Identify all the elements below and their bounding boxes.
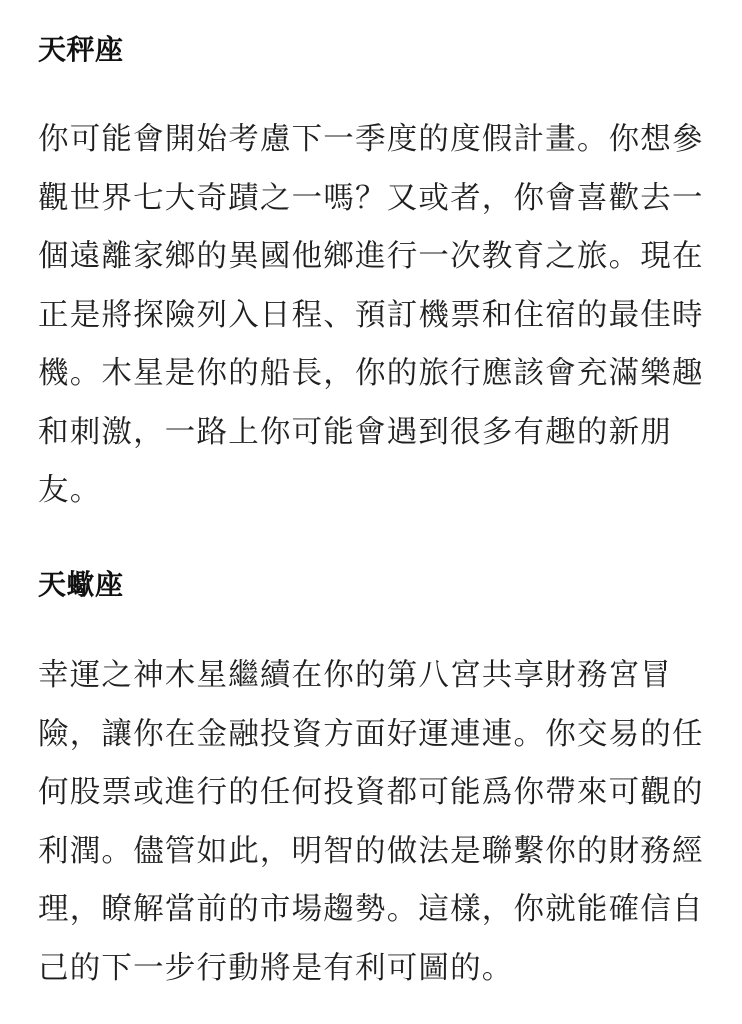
section-title-libra: 天秤座 [38,33,124,66]
section-title-scorpio: 天蠍座 [38,568,124,601]
section-body-scorpio: 幸運之神木星繼續在你的第八宮共享財務宮冒險，讓你在金融投資方面好運連連。你交易的任何股票或進行的任何投資都可能爲你帶來可觀的利潤。儘管如此，明智的做法是聯繫你的財務經理，瞭解當前的市場趨勢。這樣，你就能確信自己的下一步行動將是有利可圖的。 [38,658,704,986]
section-body-libra: 你可能會開始考慮下一季度的度假計畫。你想參觀世界七大奇蹟之一嗎？又或者，你會喜歡去一個遠離家鄉的異國他鄉進行一次教育之旅。現在正是將探險列入日程、預訂機票和住宿的最佳時機。木星是你的船長，你的旅行應該會充滿樂趣和刺激，一路上你可能會遇到很多有趣的新朋友。 [38,122,704,508]
